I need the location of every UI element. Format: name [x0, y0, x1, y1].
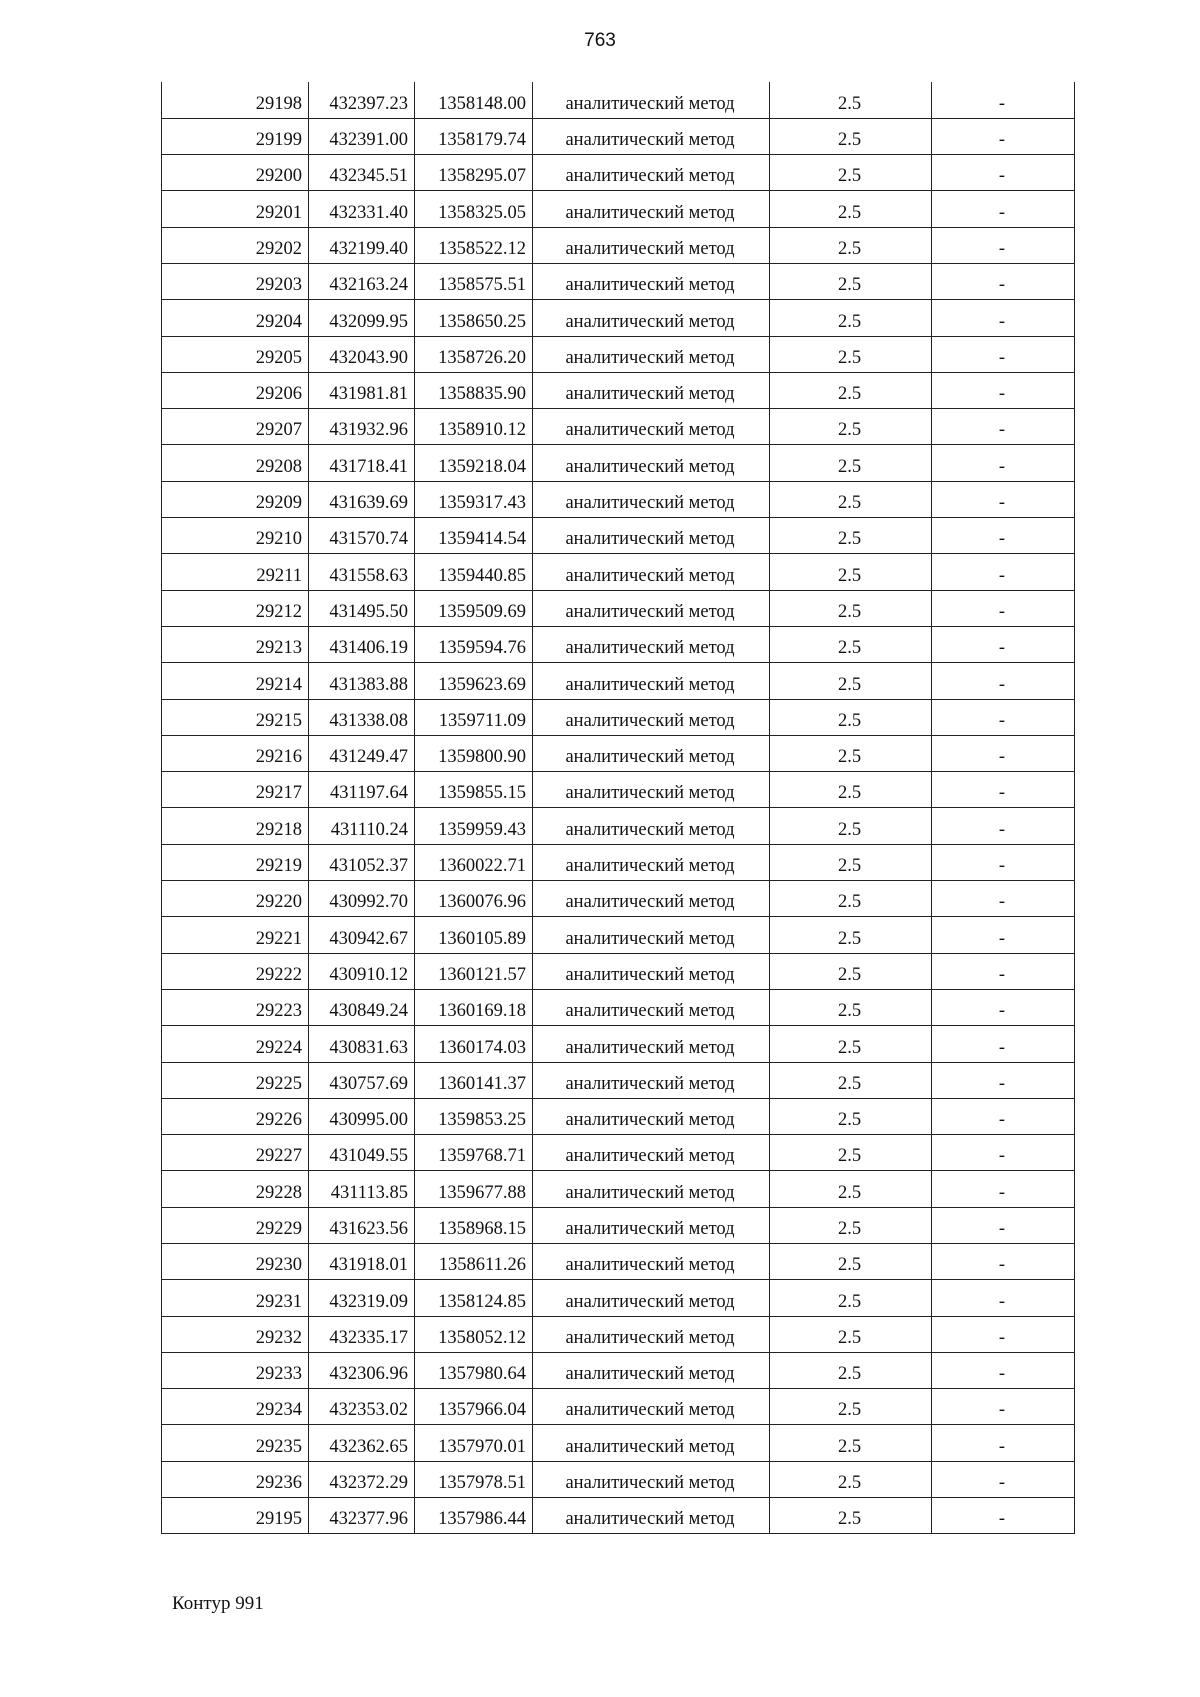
point-number-cell: 29199 — [162, 118, 309, 154]
accuracy-cell: 2.5 — [770, 82, 932, 118]
note-cell: - — [932, 409, 1075, 445]
accuracy-cell: 2.5 — [770, 1352, 932, 1388]
accuracy-cell: 2.5 — [770, 1498, 932, 1534]
table-row — [162, 1461, 1075, 1497]
point-number-cell: 29202 — [162, 227, 309, 263]
table-row — [162, 227, 1075, 263]
accuracy-cell: 2.5 — [770, 1244, 932, 1280]
accuracy-cell: 2.5 — [770, 1098, 932, 1134]
note-cell: - — [932, 917, 1075, 953]
table-row — [162, 1207, 1075, 1243]
point-number-cell: 29204 — [162, 300, 309, 336]
method-cell: аналитический метод — [533, 808, 770, 844]
x-coordinate-cell: 431110.24 — [309, 808, 415, 844]
note-cell: - — [932, 1171, 1075, 1207]
table-row — [162, 1135, 1075, 1171]
x-coordinate-cell: 431570.74 — [309, 518, 415, 554]
point-number-cell: 29222 — [162, 953, 309, 989]
point-number-cell: 29210 — [162, 518, 309, 554]
x-coordinate-cell: 432306.96 — [309, 1352, 415, 1388]
y-coordinate-cell: 1360076.96 — [415, 881, 533, 917]
x-coordinate-cell: 431558.63 — [309, 554, 415, 590]
note-cell: - — [932, 372, 1075, 408]
table-row — [162, 445, 1075, 481]
note-cell: - — [932, 590, 1075, 626]
note-cell: - — [932, 263, 1075, 299]
point-number-cell: 29203 — [162, 263, 309, 299]
point-number-cell: 29213 — [162, 626, 309, 662]
point-number-cell: 29226 — [162, 1098, 309, 1134]
y-coordinate-cell: 1360141.37 — [415, 1062, 533, 1098]
x-coordinate-cell: 432377.96 — [309, 1498, 415, 1534]
method-cell: аналитический метод — [533, 1389, 770, 1425]
method-cell: аналитический метод — [533, 1425, 770, 1461]
table-row — [162, 989, 1075, 1025]
x-coordinate-cell: 432199.40 — [309, 227, 415, 263]
point-number-cell: 29219 — [162, 844, 309, 880]
y-coordinate-cell: 1359414.54 — [415, 518, 533, 554]
accuracy-cell: 2.5 — [770, 445, 932, 481]
note-cell: - — [932, 844, 1075, 880]
coordinates-table-body — [162, 82, 1075, 1534]
note-cell: - — [932, 300, 1075, 336]
x-coordinate-cell: 432319.09 — [309, 1280, 415, 1316]
accuracy-cell: 2.5 — [770, 1026, 932, 1062]
y-coordinate-cell: 1359218.04 — [415, 445, 533, 481]
method-cell: аналитический метод — [533, 1171, 770, 1207]
table-row — [162, 82, 1075, 118]
table-row — [162, 300, 1075, 336]
point-number-cell: 29216 — [162, 735, 309, 771]
point-number-cell: 29218 — [162, 808, 309, 844]
accuracy-cell: 2.5 — [770, 1316, 932, 1352]
method-cell: аналитический метод — [533, 881, 770, 917]
table-row — [162, 118, 1075, 154]
method-cell: аналитический метод — [533, 1244, 770, 1280]
method-cell: аналитический метод — [533, 118, 770, 154]
table-row — [162, 590, 1075, 626]
method-cell: аналитический метод — [533, 518, 770, 554]
point-number-cell: 29225 — [162, 1062, 309, 1098]
y-coordinate-cell: 1360105.89 — [415, 917, 533, 953]
method-cell: аналитический метод — [533, 1316, 770, 1352]
method-cell: аналитический метод — [533, 227, 770, 263]
note-cell: - — [932, 191, 1075, 227]
method-cell: аналитический метод — [533, 663, 770, 699]
note-cell: - — [932, 735, 1075, 771]
accuracy-cell: 2.5 — [770, 118, 932, 154]
accuracy-cell: 2.5 — [770, 772, 932, 808]
table-row — [162, 917, 1075, 953]
y-coordinate-cell: 1360022.71 — [415, 844, 533, 880]
y-coordinate-cell: 1359959.43 — [415, 808, 533, 844]
table-row — [162, 663, 1075, 699]
point-number-cell: 29208 — [162, 445, 309, 481]
accuracy-cell: 2.5 — [770, 1135, 932, 1171]
table-row — [162, 336, 1075, 372]
note-cell: - — [932, 445, 1075, 481]
accuracy-cell: 2.5 — [770, 1425, 932, 1461]
accuracy-cell: 2.5 — [770, 590, 932, 626]
note-cell: - — [932, 1352, 1075, 1388]
x-coordinate-cell: 430757.69 — [309, 1062, 415, 1098]
point-number-cell: 29212 — [162, 590, 309, 626]
method-cell: аналитический метод — [533, 409, 770, 445]
x-coordinate-cell: 432331.40 — [309, 191, 415, 227]
x-coordinate-cell: 431383.88 — [309, 663, 415, 699]
table-row — [162, 699, 1075, 735]
table-row — [162, 481, 1075, 517]
page-number: 763 — [584, 30, 616, 51]
method-cell: аналитический метод — [533, 953, 770, 989]
y-coordinate-cell: 1360121.57 — [415, 953, 533, 989]
point-number-cell: 29232 — [162, 1316, 309, 1352]
method-cell: аналитический метод — [533, 481, 770, 517]
point-number-cell: 29220 — [162, 881, 309, 917]
note-cell: - — [932, 1244, 1075, 1280]
y-coordinate-cell: 1359623.69 — [415, 663, 533, 699]
note-cell: - — [932, 82, 1075, 118]
table-row — [162, 1062, 1075, 1098]
x-coordinate-cell: 431623.56 — [309, 1207, 415, 1243]
point-number-cell: 29211 — [162, 554, 309, 590]
x-coordinate-cell: 432353.02 — [309, 1389, 415, 1425]
point-number-cell: 29227 — [162, 1135, 309, 1171]
accuracy-cell: 2.5 — [770, 1062, 932, 1098]
accuracy-cell: 2.5 — [770, 808, 932, 844]
x-coordinate-cell: 430995.00 — [309, 1098, 415, 1134]
point-number-cell: 29234 — [162, 1389, 309, 1425]
y-coordinate-cell: 1358611.26 — [415, 1244, 533, 1280]
point-number-cell: 29229 — [162, 1207, 309, 1243]
accuracy-cell: 2.5 — [770, 699, 932, 735]
y-coordinate-cell: 1358179.74 — [415, 118, 533, 154]
accuracy-cell: 2.5 — [770, 917, 932, 953]
method-cell: аналитический метод — [533, 372, 770, 408]
x-coordinate-cell: 432043.90 — [309, 336, 415, 372]
method-cell: аналитический метод — [533, 300, 770, 336]
method-cell: аналитический метод — [533, 1207, 770, 1243]
accuracy-cell: 2.5 — [770, 1389, 932, 1425]
y-coordinate-cell: 1359440.85 — [415, 554, 533, 590]
note-cell: - — [932, 481, 1075, 517]
table-row — [162, 554, 1075, 590]
method-cell: аналитический метод — [533, 1498, 770, 1534]
method-cell: аналитический метод — [533, 626, 770, 662]
x-coordinate-cell: 432372.29 — [309, 1461, 415, 1497]
accuracy-cell: 2.5 — [770, 663, 932, 699]
point-number-cell: 29233 — [162, 1352, 309, 1388]
y-coordinate-cell: 1358295.07 — [415, 155, 533, 191]
x-coordinate-cell: 430942.67 — [309, 917, 415, 953]
accuracy-cell: 2.5 — [770, 191, 932, 227]
accuracy-cell: 2.5 — [770, 881, 932, 917]
coordinates-table — [161, 82, 1075, 1534]
method-cell: аналитический метод — [533, 735, 770, 771]
point-number-cell: 29207 — [162, 409, 309, 445]
y-coordinate-cell: 1357980.64 — [415, 1352, 533, 1388]
y-coordinate-cell: 1358124.85 — [415, 1280, 533, 1316]
method-cell: аналитический метод — [533, 772, 770, 808]
method-cell: аналитический метод — [533, 699, 770, 735]
y-coordinate-cell: 1358148.00 — [415, 82, 533, 118]
y-coordinate-cell: 1357986.44 — [415, 1498, 533, 1534]
accuracy-cell: 2.5 — [770, 372, 932, 408]
y-coordinate-cell: 1360174.03 — [415, 1026, 533, 1062]
note-cell: - — [932, 626, 1075, 662]
y-coordinate-cell: 1359768.71 — [415, 1135, 533, 1171]
table-row — [162, 808, 1075, 844]
accuracy-cell: 2.5 — [770, 1207, 932, 1243]
table-row — [162, 844, 1075, 880]
method-cell: аналитический метод — [533, 1352, 770, 1388]
table-row — [162, 1026, 1075, 1062]
table-row — [162, 263, 1075, 299]
point-number-cell: 29205 — [162, 336, 309, 372]
x-coordinate-cell: 431639.69 — [309, 481, 415, 517]
point-number-cell: 29224 — [162, 1026, 309, 1062]
point-number-cell: 29215 — [162, 699, 309, 735]
x-coordinate-cell: 431406.19 — [309, 626, 415, 662]
table-row — [162, 1425, 1075, 1461]
accuracy-cell: 2.5 — [770, 481, 932, 517]
point-number-cell: 29223 — [162, 989, 309, 1025]
y-coordinate-cell: 1358726.20 — [415, 336, 533, 372]
table-row — [162, 953, 1075, 989]
accuracy-cell: 2.5 — [770, 155, 932, 191]
table-row — [162, 1389, 1075, 1425]
accuracy-cell: 2.5 — [770, 1171, 932, 1207]
table-row — [162, 1352, 1075, 1388]
note-cell: - — [932, 1316, 1075, 1352]
method-cell: аналитический метод — [533, 590, 770, 626]
point-number-cell: 29235 — [162, 1425, 309, 1461]
note-cell: - — [932, 1389, 1075, 1425]
note-cell: - — [932, 1280, 1075, 1316]
note-cell: - — [932, 1098, 1075, 1134]
accuracy-cell: 2.5 — [770, 1280, 932, 1316]
y-coordinate-cell: 1358910.12 — [415, 409, 533, 445]
note-cell: - — [932, 699, 1075, 735]
method-cell: аналитический метод — [533, 1461, 770, 1497]
note-cell: - — [932, 663, 1075, 699]
method-cell: аналитический метод — [533, 1098, 770, 1134]
y-coordinate-cell: 1359677.88 — [415, 1171, 533, 1207]
note-cell: - — [932, 953, 1075, 989]
x-coordinate-cell: 431049.55 — [309, 1135, 415, 1171]
x-coordinate-cell: 431249.47 — [309, 735, 415, 771]
x-coordinate-cell: 431197.64 — [309, 772, 415, 808]
accuracy-cell: 2.5 — [770, 735, 932, 771]
point-number-cell: 29236 — [162, 1461, 309, 1497]
y-coordinate-cell: 1360169.18 — [415, 989, 533, 1025]
method-cell: аналитический метод — [533, 554, 770, 590]
table-row — [162, 1316, 1075, 1352]
note-cell: - — [932, 1461, 1075, 1497]
table-row — [162, 518, 1075, 554]
table-row — [162, 409, 1075, 445]
note-cell: - — [932, 989, 1075, 1025]
note-cell: - — [932, 808, 1075, 844]
method-cell: аналитический метод — [533, 1026, 770, 1062]
contour-label: Контур 991 — [172, 1593, 264, 1614]
table-row — [162, 191, 1075, 227]
accuracy-cell: 2.5 — [770, 300, 932, 336]
method-cell: аналитический метод — [533, 336, 770, 372]
x-coordinate-cell: 432362.65 — [309, 1425, 415, 1461]
y-coordinate-cell: 1357978.51 — [415, 1461, 533, 1497]
note-cell: - — [932, 881, 1075, 917]
accuracy-cell: 2.5 — [770, 263, 932, 299]
note-cell: - — [932, 118, 1075, 154]
y-coordinate-cell: 1359509.69 — [415, 590, 533, 626]
note-cell: - — [932, 1425, 1075, 1461]
accuracy-cell: 2.5 — [770, 227, 932, 263]
x-coordinate-cell: 432099.95 — [309, 300, 415, 336]
method-cell: аналитический метод — [533, 191, 770, 227]
method-cell: аналитический метод — [533, 445, 770, 481]
note-cell: - — [932, 227, 1075, 263]
table-row — [162, 772, 1075, 808]
method-cell: аналитический метод — [533, 155, 770, 191]
x-coordinate-cell: 431981.81 — [309, 372, 415, 408]
x-coordinate-cell: 431113.85 — [309, 1171, 415, 1207]
x-coordinate-cell: 432397.23 — [309, 82, 415, 118]
accuracy-cell: 2.5 — [770, 518, 932, 554]
accuracy-cell: 2.5 — [770, 1461, 932, 1497]
x-coordinate-cell: 432335.17 — [309, 1316, 415, 1352]
note-cell: - — [932, 336, 1075, 372]
note-cell: - — [932, 155, 1075, 191]
note-cell: - — [932, 1498, 1075, 1534]
method-cell: аналитический метод — [533, 1062, 770, 1098]
table-row — [162, 372, 1075, 408]
point-number-cell: 29231 — [162, 1280, 309, 1316]
x-coordinate-cell: 430849.24 — [309, 989, 415, 1025]
y-coordinate-cell: 1358575.51 — [415, 263, 533, 299]
y-coordinate-cell: 1358968.15 — [415, 1207, 533, 1243]
y-coordinate-cell: 1359594.76 — [415, 626, 533, 662]
point-number-cell: 29209 — [162, 481, 309, 517]
y-coordinate-cell: 1358835.90 — [415, 372, 533, 408]
accuracy-cell: 2.5 — [770, 626, 932, 662]
x-coordinate-cell: 431052.37 — [309, 844, 415, 880]
y-coordinate-cell: 1357970.01 — [415, 1425, 533, 1461]
x-coordinate-cell: 432163.24 — [309, 263, 415, 299]
note-cell: - — [932, 1062, 1075, 1098]
x-coordinate-cell: 431918.01 — [309, 1244, 415, 1280]
point-number-cell: 29228 — [162, 1171, 309, 1207]
x-coordinate-cell: 430910.12 — [309, 953, 415, 989]
point-number-cell: 29201 — [162, 191, 309, 227]
method-cell: аналитический метод — [533, 263, 770, 299]
accuracy-cell: 2.5 — [770, 554, 932, 590]
x-coordinate-cell: 432345.51 — [309, 155, 415, 191]
point-number-cell: 29214 — [162, 663, 309, 699]
table-row — [162, 626, 1075, 662]
x-coordinate-cell: 431338.08 — [309, 699, 415, 735]
method-cell: аналитический метод — [533, 1280, 770, 1316]
table-row — [162, 1098, 1075, 1134]
point-number-cell: 29200 — [162, 155, 309, 191]
table-row — [162, 1244, 1075, 1280]
x-coordinate-cell: 432391.00 — [309, 118, 415, 154]
accuracy-cell: 2.5 — [770, 953, 932, 989]
y-coordinate-cell: 1358522.12 — [415, 227, 533, 263]
y-coordinate-cell: 1358325.05 — [415, 191, 533, 227]
note-cell: - — [932, 1026, 1075, 1062]
point-number-cell: 29230 — [162, 1244, 309, 1280]
table-row — [162, 155, 1075, 191]
x-coordinate-cell: 430831.63 — [309, 1026, 415, 1062]
note-cell: - — [932, 1135, 1075, 1171]
x-coordinate-cell: 431718.41 — [309, 445, 415, 481]
y-coordinate-cell: 1359317.43 — [415, 481, 533, 517]
y-coordinate-cell: 1359711.09 — [415, 699, 533, 735]
y-coordinate-cell: 1359800.90 — [415, 735, 533, 771]
method-cell: аналитический метод — [533, 917, 770, 953]
x-coordinate-cell: 431495.50 — [309, 590, 415, 626]
y-coordinate-cell: 1359855.15 — [415, 772, 533, 808]
point-number-cell: 29198 — [162, 82, 309, 118]
table-row — [162, 735, 1075, 771]
y-coordinate-cell: 1358052.12 — [415, 1316, 533, 1352]
note-cell: - — [932, 772, 1075, 808]
method-cell: аналитический метод — [533, 1135, 770, 1171]
table-row — [162, 881, 1075, 917]
note-cell: - — [932, 518, 1075, 554]
accuracy-cell: 2.5 — [770, 844, 932, 880]
method-cell: аналитический метод — [533, 844, 770, 880]
accuracy-cell: 2.5 — [770, 409, 932, 445]
accuracy-cell: 2.5 — [770, 336, 932, 372]
point-number-cell: 29195 — [162, 1498, 309, 1534]
note-cell: - — [932, 1207, 1075, 1243]
table-row — [162, 1498, 1075, 1534]
method-cell: аналитический метод — [533, 989, 770, 1025]
table-row — [162, 1280, 1075, 1316]
y-coordinate-cell: 1357966.04 — [415, 1389, 533, 1425]
method-cell: аналитический метод — [533, 82, 770, 118]
y-coordinate-cell: 1359853.25 — [415, 1098, 533, 1134]
accuracy-cell: 2.5 — [770, 989, 932, 1025]
point-number-cell: 29221 — [162, 917, 309, 953]
x-coordinate-cell: 431932.96 — [309, 409, 415, 445]
y-coordinate-cell: 1358650.25 — [415, 300, 533, 336]
point-number-cell: 29206 — [162, 372, 309, 408]
x-coordinate-cell: 430992.70 — [309, 881, 415, 917]
note-cell: - — [932, 554, 1075, 590]
table-row — [162, 1171, 1075, 1207]
point-number-cell: 29217 — [162, 772, 309, 808]
